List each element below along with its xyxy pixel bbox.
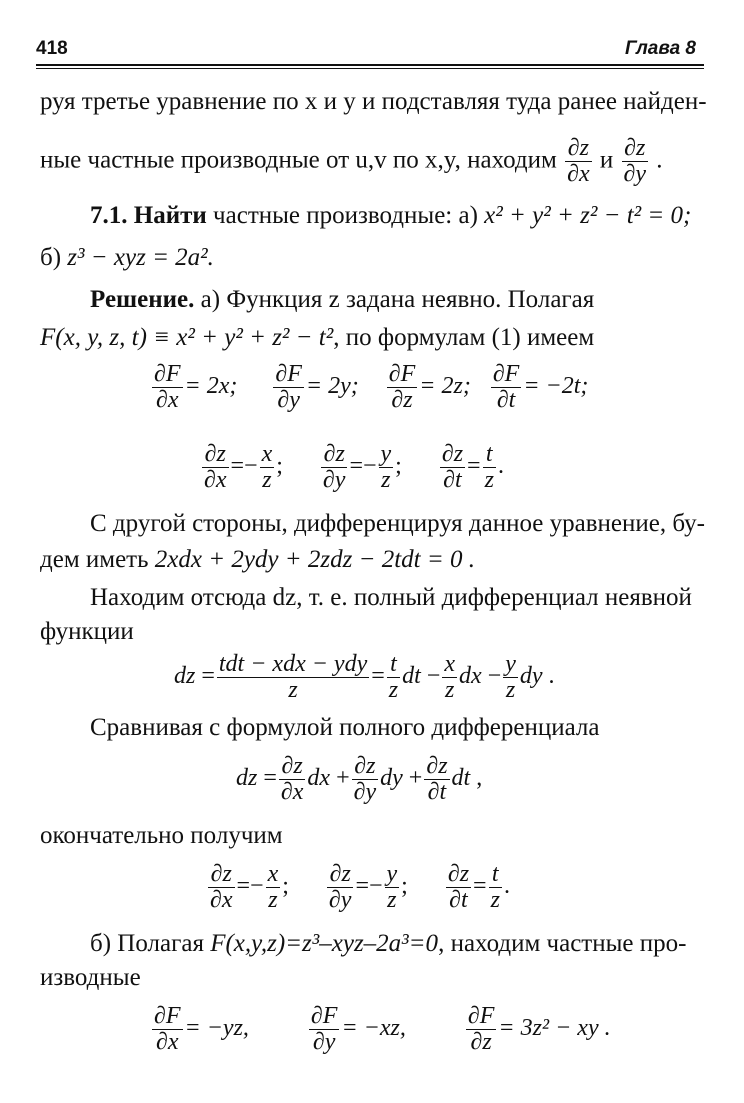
text-line-9: Находим отсюда dz, т. е. полный дифференциал неявной: [90, 584, 692, 611]
value-2y: = 2y;: [305, 373, 359, 400]
value-m2t: = −2t;: [523, 373, 589, 400]
F-definition: F(x, y, z, t) ≡ x² + y² + z² − t²: [40, 324, 334, 351]
fraction-dF-dy-b: $\frac{\partial F}{\partial y}$: [310, 1003, 338, 1056]
differential-equation: 2xdx + 2ydy + 2zdz − 2tdt = 0 .: [154, 546, 475, 573]
fraction-y-z-3: $\frac{y}{z}$: [386, 861, 398, 914]
value-mxz: = −xz,: [341, 1015, 406, 1042]
fraction-t-z-2: $\frac{t}{z}$: [388, 651, 399, 704]
fraction-dz-dy-1: $\frac{\partial z}{\partial y}$: [322, 441, 346, 494]
fraction-dz-full: $\frac{\text{tdt − xdx − ydy}}{z}$: [218, 651, 368, 704]
fraction-x-z-3: $\frac{x}{z}$: [267, 861, 279, 914]
text-line-8: [40, 546, 475, 574]
fraction-dF-dz-b: $\frac{\partial F}{\partial z}$: [467, 1003, 495, 1056]
fraction-t-z-1: $\frac{t}{z}$: [484, 441, 494, 494]
F-definition-b: F(x,y,z)=z³–xyz–2a³=0: [210, 930, 439, 957]
solution-line: [90, 286, 594, 314]
and-word: и: [599, 146, 614, 174]
header-rule-top: [36, 64, 704, 66]
value-myz: = −yz,: [184, 1015, 249, 1042]
fraction-dF-dt: $\frac{\partial F}{\partial t}$: [492, 361, 520, 414]
equation-a: x² + y² + z² − t² = 0;: [484, 202, 692, 229]
text-line-8-prefix: дем иметь: [40, 546, 149, 573]
fraction-dz-dy-td: $\frac{\partial z}{\partial y}$: [353, 753, 377, 806]
value-3z2: = 3z² − xy .: [498, 1015, 611, 1042]
fraction-dF-dy: $\frac{\partial F}{\partial y}$: [275, 361, 302, 414]
text-line-13-prefix: б) Полагая: [90, 930, 204, 957]
part-b-label: б): [40, 244, 62, 271]
problem-label: 7.1. Найти: [90, 202, 207, 229]
fraction-dF-dx-b: $\frac{\partial F}{\partial x}$: [154, 1003, 181, 1056]
fraction-dz-dt-1: $\frac{\partial z}{\partial t}$: [441, 441, 464, 494]
text-line-11: Сравнивая с формулой полного дифференциала: [90, 714, 600, 741]
value-2z: = 2z;: [419, 373, 471, 400]
total-differential: dz = $\frac{\partial z}{\partial x}$ dx + $\frac{\partial z}{\partial y}$ dy + $\frac{\partial z}{\partial t}$ dt ,: [236, 753, 483, 806]
F-definition-line: [40, 324, 594, 352]
dz-expression: dz = $\frac{\text{tdt − xdx − ydy}}{z}$ = $\frac{t}{z}$ dt − $\frac{x}{z}$ dx − $\frac{y}{z}$ dy .: [174, 651, 555, 704]
F-definition-text: , по формулам (1) имеем: [333, 324, 595, 351]
text-line-2-text: ные частные производные от u,v по x,y, находим: [40, 146, 557, 174]
F-partials-row-b: [150, 1004, 611, 1055]
F-partials-row: [150, 362, 588, 413]
text-line-13: [90, 930, 686, 958]
fraction-dz-dy-3: $\frac{\partial z}{\partial y}$: [328, 861, 352, 914]
fraction-y-z-1: $\frac{y}{z}$: [380, 441, 392, 494]
fraction-dz-dx-td: $\frac{\partial z}{\partial x}$: [280, 753, 304, 806]
fraction-dz-dt-3: $\frac{\partial z}{\partial t}$: [447, 861, 470, 914]
text-line-2: ные частные производные от u,v по x,y, находим $\frac{\partial z}{\partial x}$ и $\frac{\partial z}{\partial y}$ .: [40, 135, 663, 188]
solution-text: а) Функция z задана неявно. Полагая: [194, 286, 595, 313]
solution-label: Решение.: [90, 286, 195, 313]
fraction-dz-dx: $\frac{\partial z}{\partial x}$: [567, 135, 590, 188]
text-line-12: окончательно получим: [40, 822, 283, 849]
header-rule-bottom: [36, 68, 704, 69]
fraction-dz-dy: $\frac{\partial z}{\partial y}$: [623, 135, 647, 188]
problem-text: частные производные: а): [206, 202, 478, 229]
fraction-dF-dx: $\frac{\partial F}{\partial x}$: [154, 361, 181, 414]
fraction-x-z-1: $\frac{x}{z}$: [261, 441, 273, 494]
fraction-y-z-2: $\frac{y}{z}$: [505, 651, 516, 704]
fraction-dz-dx-3: $\frac{\partial z}{\partial x}$: [210, 861, 233, 914]
problem-statement: [90, 202, 691, 230]
chapter-title: Глава 8: [625, 38, 696, 59]
page-number: 418: [36, 38, 68, 59]
z-partials-row-2: $\frac{\partial z}{\partial x}$ =− $\frac{x}{z}$ ; $\frac{\partial z}{\partial y}$ =− $\frac{y}{z}$ ; $\frac{\partial z}{\partial t}$ = $\frac{t}{z}$ .: [210, 861, 510, 914]
fraction-x-z-2: $\frac{x}{z}$: [444, 651, 455, 704]
problem-part-b: [40, 244, 214, 272]
equation-b: z³ − xyz = 2a².: [67, 244, 214, 271]
fraction-dz-dt-td: $\frac{\partial z}{\partial t}$: [426, 753, 448, 806]
text-line-1: руя третье уравнение по x и y и подставляя туда ранее найден-: [40, 88, 707, 115]
text-line-10: функции: [40, 618, 134, 645]
value-2x: = 2x;: [184, 373, 238, 400]
text-line-14: изводные: [40, 964, 141, 991]
fraction-dF-dz: $\frac{\partial F}{\partial z}$: [388, 361, 416, 414]
fraction-t-z-3: $\frac{t}{z}$: [490, 861, 500, 914]
fraction-dz-dx-1: $\frac{\partial z}{\partial x}$: [204, 441, 227, 494]
text-line-7: С другой стороны, дифференцируя данное уравнение, бу-: [90, 510, 705, 537]
z-partials-row-1: $\frac{\partial z}{\partial x}$ =− $\frac{x}{z}$ ; $\frac{\partial z}{\partial y}$ =− $\frac{y}{z}$ ; $\frac{\partial z}{\partial t}$ = $\frac{t}{z}$ .: [204, 441, 504, 494]
text-line-13-suffix: , находим частные про-: [438, 930, 687, 957]
